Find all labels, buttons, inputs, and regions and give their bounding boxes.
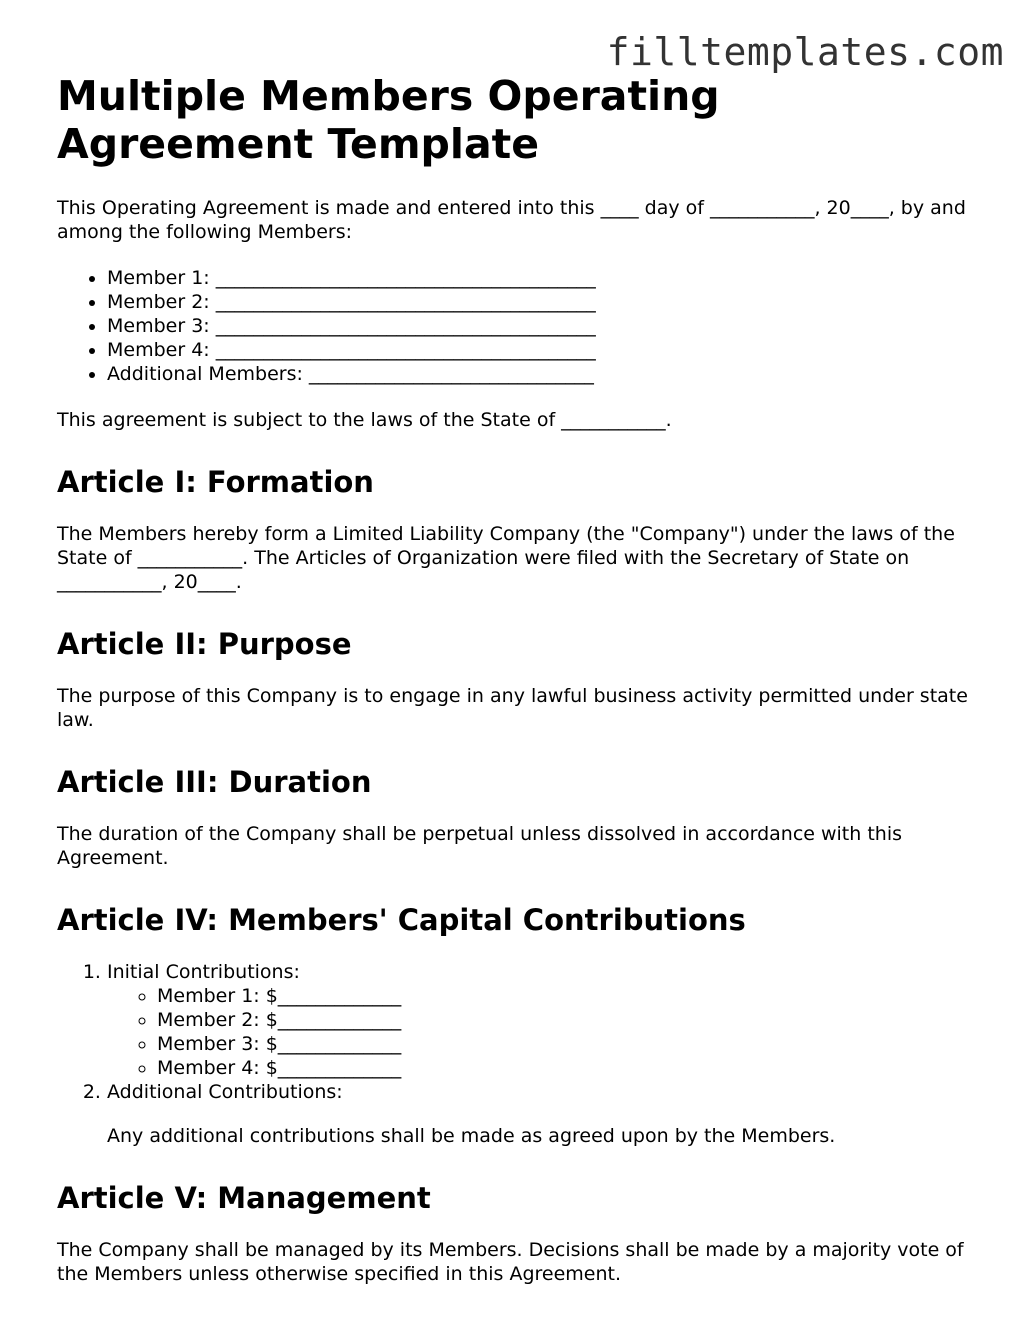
governing-law-paragraph: This agreement is subject to the laws of the State of ___________. (57, 409, 672, 431)
member-list-item: • Member 1: ________________________________________ (107, 266, 987, 290)
member-list-item: • Member 2: ________________________________________ (107, 290, 987, 314)
article-heading: Article V: Management (57, 1181, 431, 1215)
article-body: The Company shall be managed by its Members. Decisions shall be made by a majority vote of the Members unless otherwise specified in this Agreement. (57, 1239, 964, 1285)
initial-contribution-item: ◦ Member 3: $_____________ (157, 1032, 987, 1056)
article-heading: Article IV: Members' Capital Contributions (57, 903, 746, 937)
article-heading: Article II: Purpose (57, 627, 352, 661)
member-list-item: • Member 4: ________________________________________ (107, 338, 987, 362)
initial-contribution-list (107, 984, 987, 1080)
member-list (57, 266, 987, 386)
article-management (57, 1180, 987, 1286)
article-body: The Members hereby form a Limited Liability Company (the "Company") under the laws of the State of ___________. The Articles of Organization were filed with the Secretary of State on ___________, 20____. (57, 523, 955, 593)
initial-contribution-item: ◦ Member 1: $_____________ (157, 984, 987, 1008)
document-page (57, 72, 987, 1308)
article-body: The duration of the Company shall be perpetual unless dissolved in accordance with this Agreement. (57, 823, 903, 869)
contribution-item-label: Additional Contributions: (107, 1081, 343, 1103)
initial-contribution-item: ◦ Member 2: $_____________ (157, 1008, 987, 1032)
article-formation (57, 464, 987, 594)
watermark: filltemplates.com (606, 30, 1004, 74)
article-purpose (57, 626, 987, 732)
article-capital-contributions (57, 902, 987, 1148)
additional-contribution-note: Any additional contributions shall be made as agreed upon by the Members. (107, 1125, 836, 1147)
contribution-item (107, 960, 987, 1080)
contribution-item (107, 1080, 987, 1148)
contribution-list (57, 960, 987, 1148)
article-heading: Article III: Duration (57, 765, 372, 799)
article-body: The purpose of this Company is to engage in any lawful business activity permitted under state law. (57, 685, 968, 731)
member-list-item: • Additional Members: ______________________________ (107, 362, 987, 386)
document-title: Multiple Members Operating Agreement Template (57, 72, 720, 168)
intro-paragraph: This Operating Agreement is made and entered into this ____ day of ___________, 20____, by and among the following Members: (57, 197, 966, 243)
article-heading: Article I: Formation (57, 465, 374, 499)
contribution-item-label: Initial Contributions: (107, 961, 300, 983)
member-list-item: • Member 3: ________________________________________ (107, 314, 987, 338)
article-duration (57, 764, 987, 870)
initial-contribution-item: ◦ Member 4: $_____________ (157, 1056, 987, 1080)
